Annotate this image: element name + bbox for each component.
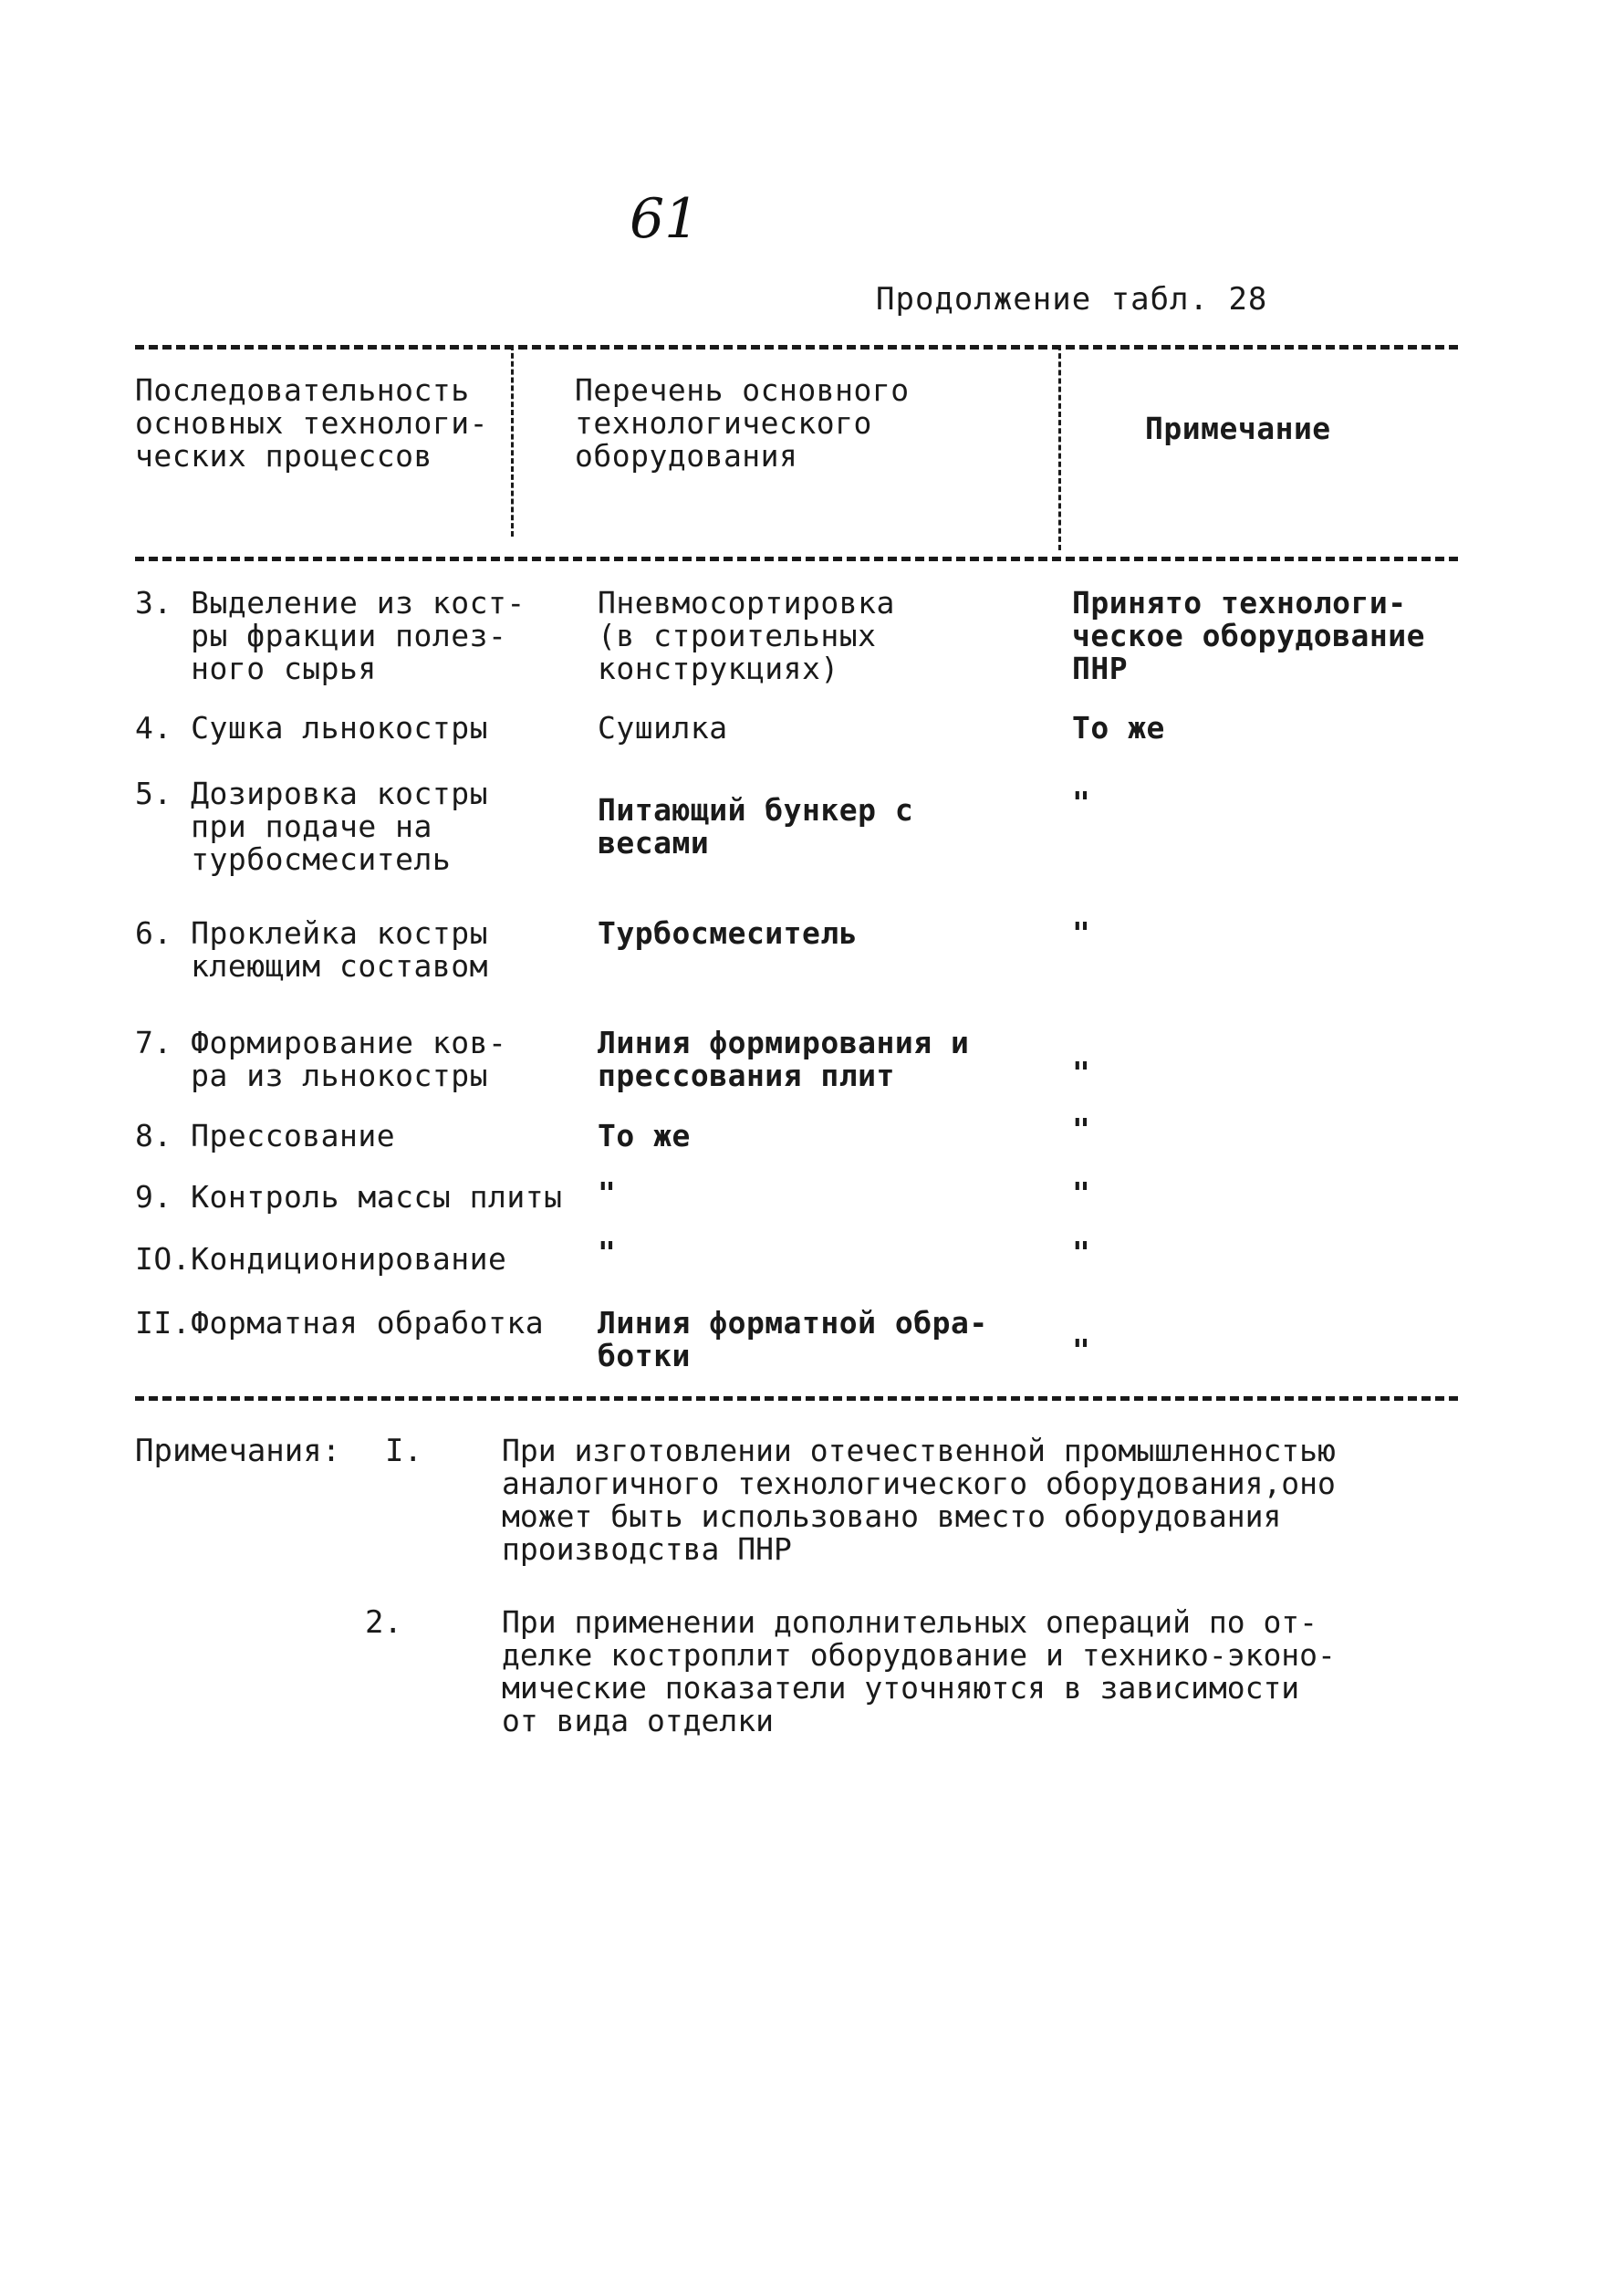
row-note: " xyxy=(1072,1111,1091,1147)
row-equipment: То же xyxy=(598,1118,691,1153)
row-process: 6. Проклейка костры клеющим составом xyxy=(135,915,488,984)
header-note: Примечание xyxy=(1145,411,1331,446)
row-equipment: Пневмосортировка (в строительных конструкциях) xyxy=(598,585,895,686)
page-number: 61 xyxy=(630,187,700,251)
table-bottom-rule xyxy=(135,1396,1458,1401)
row-note: " xyxy=(1072,915,1091,951)
row-equipment: Турбосмеситель xyxy=(598,915,859,951)
row-note: " xyxy=(1072,1235,1091,1270)
note-number: 2. xyxy=(365,1604,402,1641)
note-number: I. xyxy=(385,1433,422,1469)
row-equipment: " xyxy=(598,1175,617,1211)
note-text: При изготовлении отечественной промышленностью аналогичного технологического оборудования,оно может быть использовано вместо оборудования производства ПНР xyxy=(502,1433,1336,1567)
header-process: Последовательность основных технологи- ческих процессов xyxy=(135,372,488,474)
row-process: 4. Сушка льнокостры xyxy=(135,710,488,746)
row-note: " xyxy=(1072,1332,1091,1368)
row-equipment: Сушилка xyxy=(598,710,728,746)
row-process: 7. Формирование ков- ра из льнокостры xyxy=(135,1025,507,1093)
row-process: 9. Контроль массы плиты xyxy=(135,1179,563,1215)
table-caption: Продолжение табл. 28 xyxy=(876,281,1268,318)
header-column-separator xyxy=(511,345,514,537)
row-process: 8. Прессование xyxy=(135,1118,396,1153)
row-equipment: " xyxy=(598,1235,617,1270)
row-note: " xyxy=(1072,785,1091,820)
row-process: 5. Дозировка костры при подаче на турбосмеситель xyxy=(135,776,488,877)
row-process: IO.Кондиционирование xyxy=(135,1241,507,1277)
row-note: " xyxy=(1072,1175,1091,1211)
note-text: При применении дополнительных операций по от- делке костроплит оборудование и технико-эконо- мические показатели уточняются в зависимости от вида отделки xyxy=(502,1604,1336,1738)
row-equipment: Линия форматной обра- ботки xyxy=(598,1305,988,1373)
notes-label: Примечания: xyxy=(135,1433,341,1469)
row-process: 3. Выделение из кост- ры фракции полез- ного сырья xyxy=(135,585,526,686)
row-process: II.Форматная обработка xyxy=(135,1305,545,1341)
table-top-rule xyxy=(135,345,1458,350)
row-equipment: Линия формирования и прессования плит xyxy=(598,1025,970,1093)
row-note: То же xyxy=(1072,710,1165,746)
header-column-separator xyxy=(1058,345,1061,550)
row-equipment: Питающий бункер с весами xyxy=(598,792,914,861)
row-note: Принято технологи- ческое оборудование ПНР xyxy=(1072,585,1425,686)
row-note: " xyxy=(1072,1055,1091,1091)
header-bottom-rule xyxy=(135,557,1458,561)
header-equipment: Перечень основного технологического оборудования xyxy=(575,372,910,474)
